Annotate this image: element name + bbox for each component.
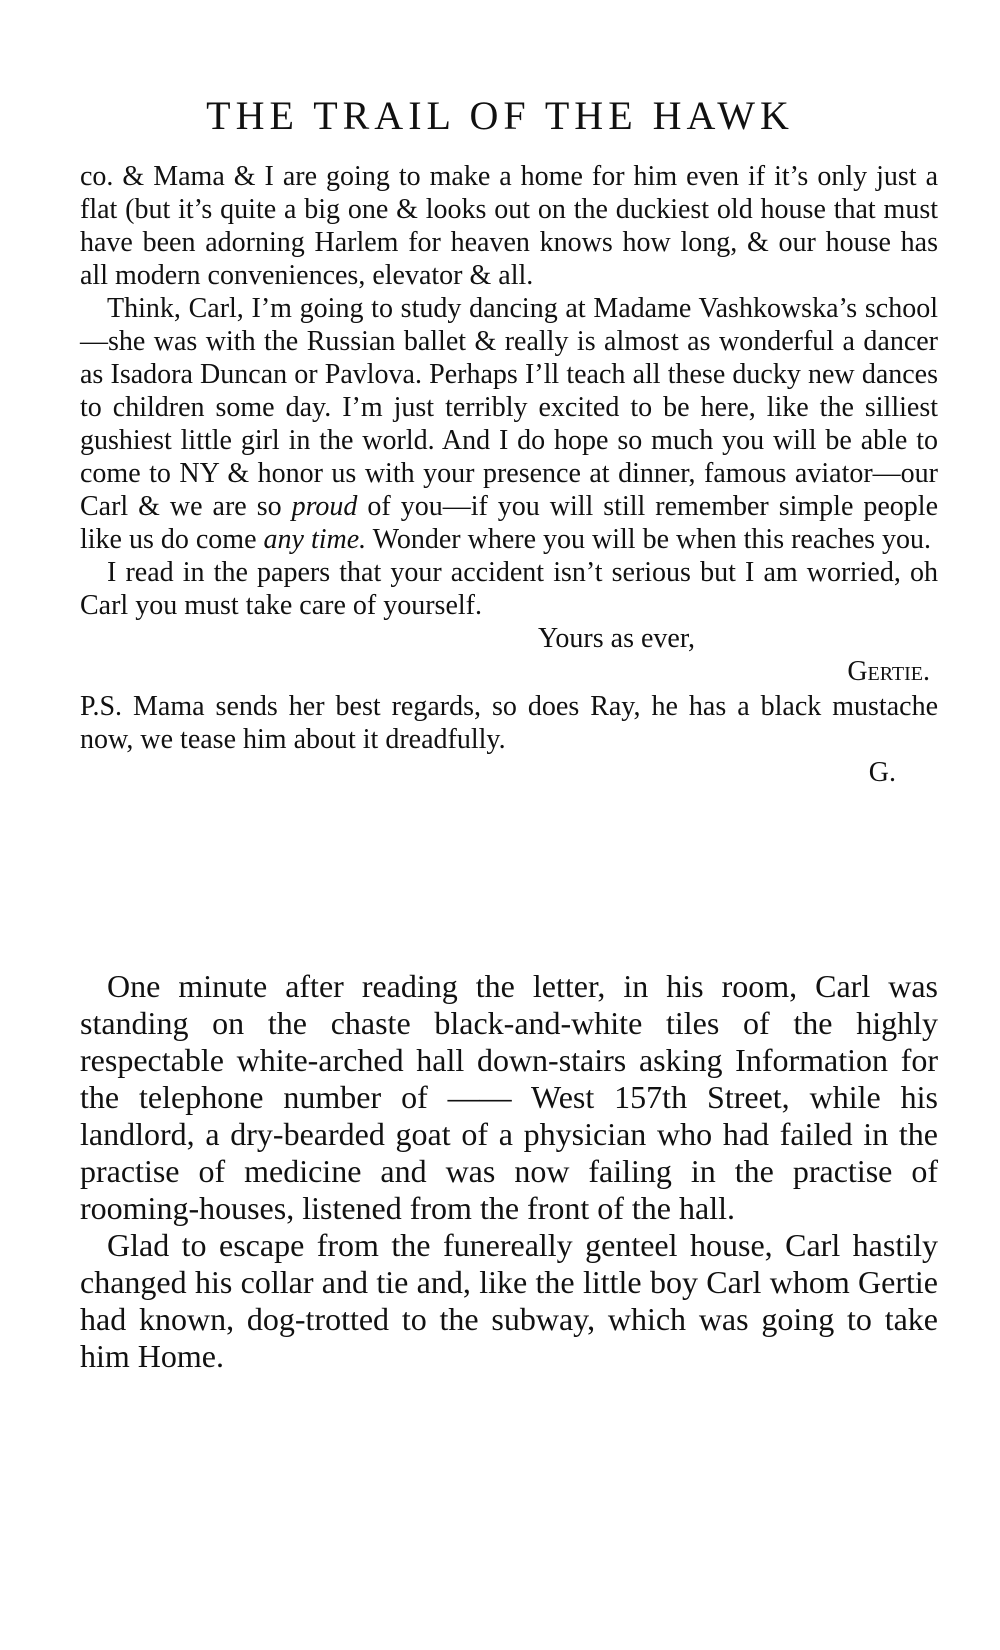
- letter-closing: Yours as ever,: [538, 623, 696, 654]
- narrative-text: [80, 968, 938, 1375]
- letter-paragraph-2-part-a: Think, Carl, I’m going to study dancing at Madame Vashkowska’s school—she was with the Russian ballet & really is almost as wonderful a dancer as Isadora Duncan or Pavlova. Perhaps I’ll teach all these ducky new dances to children some day. I’m just terribly excited to be here, like the silliest gushiest little girl in the world. And I do hope so much you will be able to come to NY & honor us with your presence at dinner, famous aviator—our Carl & we are so: [80, 293, 938, 522]
- narrative-paragraph-2: Glad to escape from the funereally genteel house, Carl hastily changed his collar and tie and, like the little boy Carl whom Gertie had known, dog-trotted to the subway, which was going to take him Home.: [80, 1227, 938, 1374]
- postscript-initial: G.: [868, 757, 896, 788]
- narrative-paragraph-1: One minute after reading the letter, in his room, Carl was standing on the chaste black-and-white tiles of the highly respectable white-arched hall down-stairs asking Information for the telephone number of —— West 157th Street, while his landlord, a dry-bearded goat of a physician who had failed in the practise of medicine and was now failing in the practise of rooming-houses, listened from the front of the hall.: [80, 968, 938, 1226]
- emphasis-proud: proud: [291, 491, 358, 522]
- letter-text: [80, 160, 938, 789]
- letter-paragraph-3: I read in the papers that your accident isn’t serious but I am worried, oh Carl you must take care of yourself.: [80, 557, 938, 621]
- letter-paragraph-2: [80, 292, 938, 556]
- letter-paragraph-2-part-b: of you—if you will still remember simple people like us do come: [80, 491, 938, 555]
- letter-postscript: P.S. Mama sends her best regards, so does Ray, he has a black mustache now, we tease him about it dreadfully.: [80, 691, 938, 755]
- emphasis-any-time: any time.: [263, 524, 367, 555]
- letter-paragraph-2-part-c: Wonder where you will be when this reaches you.: [366, 524, 932, 555]
- running-header: THE TRAIL OF THE HAWK: [206, 93, 794, 138]
- letter-paragraph-1: co. & Mama & I are going to make a home for him even if it’s only just a flat (but it’s quite a big one & looks out on the duckiest old house that must have been adorning Harlem for heaven knows how long, & our house has all modern conveniences, elevator & all.: [80, 161, 938, 291]
- letter-signature: Gertie.: [847, 656, 930, 687]
